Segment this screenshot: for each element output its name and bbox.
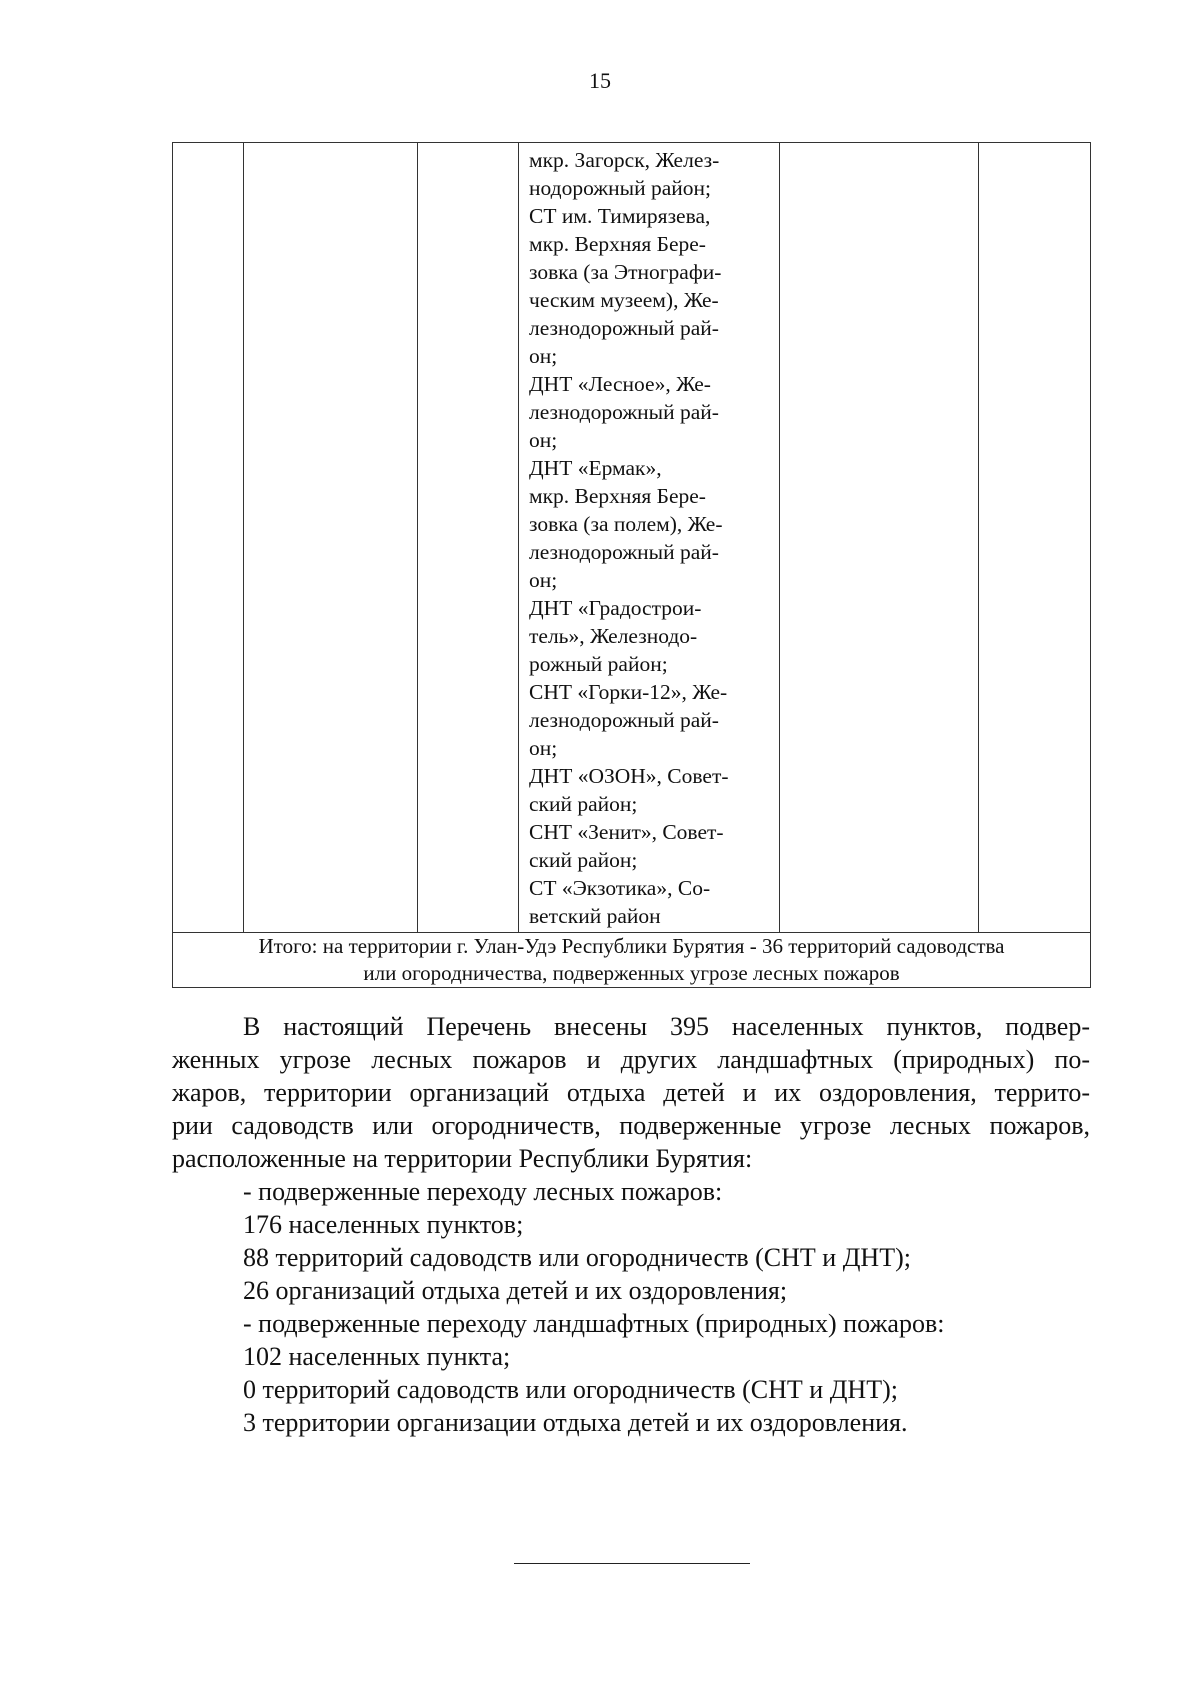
list-item: он;: [529, 344, 558, 368]
list-item: он;: [529, 736, 558, 760]
total-line: или огородничества, подверженных угрозе лесных пожаров: [363, 961, 900, 985]
list-item: - подверженные переходу лесных пожаров:: [243, 1177, 723, 1206]
paragraph-line: жаров, территории организаций отдыха детей и их оздоровления, террито-: [172, 1078, 1090, 1107]
table-cell-number: [173, 143, 244, 933]
table-cell-empty: [979, 143, 1091, 933]
total-line: Итого: на территории г. Улан-Удэ Республики Бурятия - 36 территорий садоводства: [258, 934, 1005, 958]
list-item: ческим музеем), Же-: [529, 288, 719, 312]
list-item: он;: [529, 568, 558, 592]
paragraph-line: расположенные на территории Республики Бурятия:: [172, 1144, 753, 1173]
list-item: 0 территорий садоводств или огородничеств (СНТ и ДНТ);: [243, 1375, 898, 1404]
list-item: 176 населенных пунктов;: [243, 1210, 524, 1239]
list-item: - подверженные переходу ландшафтных (природных) пожаров:: [243, 1309, 945, 1338]
paragraph-line: рии садоводств или огородничеств, подверженные угрозе лесных пожаров,: [172, 1111, 1090, 1140]
list-item: 26 организаций отдыха детей и их оздоровления;: [243, 1276, 788, 1305]
list-item: зовка (за Этнографи-: [529, 260, 722, 284]
list-item: ДНТ «Ермак»,: [529, 456, 662, 480]
list-item: ДНТ «ОЗОН», Совет-: [529, 764, 729, 788]
table-row: [173, 143, 1091, 933]
list-item: зовка (за полем), Же-: [529, 512, 723, 536]
total-cell: [173, 933, 1091, 988]
list-item: он;: [529, 428, 558, 452]
list-item: СТ «Экзотика», Со-: [529, 876, 711, 900]
list-item: тель», Железнодо-: [529, 624, 698, 648]
list-item: СНТ «Зенит», Совет-: [529, 820, 724, 844]
summary-list: [243, 1175, 1093, 1439]
table-cell-territories: [519, 143, 780, 933]
list-item: лезнодорожный рай-: [529, 316, 719, 340]
list-item: лезнодорожный рай-: [529, 400, 719, 424]
table-cell-empty: [780, 143, 979, 933]
list-item: лезнодорожный рай-: [529, 708, 719, 732]
list-item: рожный район;: [529, 652, 668, 676]
list-item: мкр. Верхняя Бере-: [529, 232, 706, 256]
list-item: 88 территорий садоводств или огородничеств (СНТ и ДНТ);: [243, 1243, 911, 1272]
list-item: СНТ «Горки-12», Же-: [529, 680, 728, 704]
end-divider: [514, 1563, 750, 1564]
page-number: 15: [589, 68, 611, 93]
list-item: ДНТ «Лесное», Же-: [529, 372, 711, 396]
paragraph-line: женных угрозе лесных пожаров и других ландшафтных (природных) по-: [172, 1045, 1090, 1074]
paragraph-line: В настоящий Перечень внесены 395 населенных пунктов, подвер-: [243, 1012, 1090, 1041]
list-item: нодорожный район;: [529, 176, 712, 200]
list-item: ДНТ «Градострои-: [529, 596, 702, 620]
list-item: 102 населенных пункта;: [243, 1342, 511, 1371]
list-item: СТ им. Тимирязева,: [529, 204, 711, 228]
table-cell-count: [418, 143, 519, 933]
list-item: мкр. Загорск, Желез-: [529, 148, 720, 172]
list-item: лезнодорожный рай-: [529, 540, 719, 564]
list-item: ский район;: [529, 792, 638, 816]
summary-paragraph: [172, 1010, 1090, 1175]
list-item: ветский район: [529, 904, 661, 928]
table-cell-district: [244, 143, 418, 933]
territory-table: [172, 142, 1091, 988]
list-item: 3 территории организации отдыха детей и их оздоровления.: [243, 1408, 908, 1437]
list-item: ский район;: [529, 848, 638, 872]
table-total-row: [173, 933, 1091, 988]
list-item: мкр. Верхняя Бере-: [529, 484, 706, 508]
territory-list: [519, 143, 779, 930]
